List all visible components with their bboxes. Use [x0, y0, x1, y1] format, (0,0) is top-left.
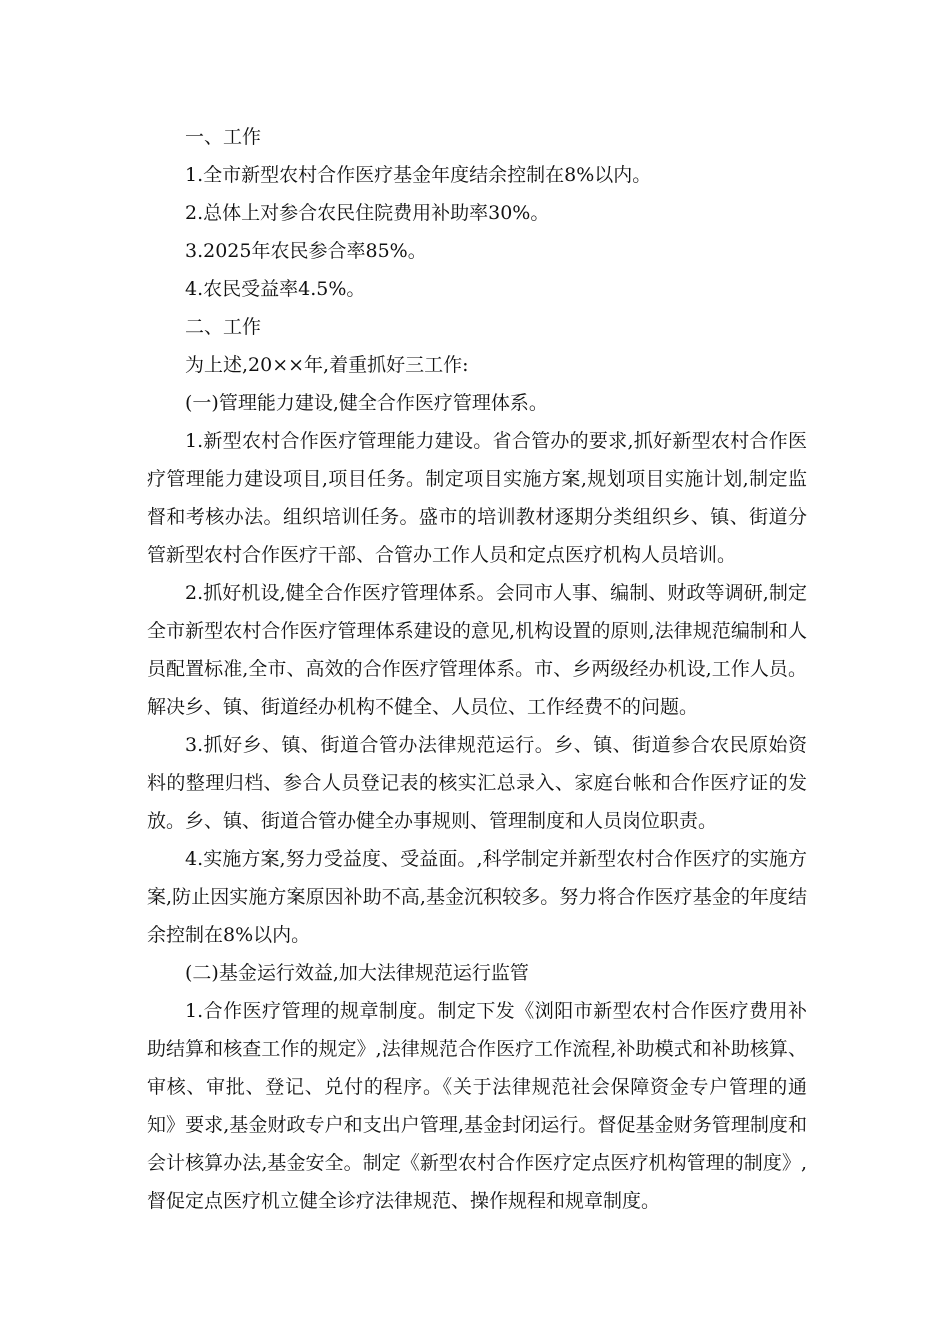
- paragraph-1: 1.新型农村合作医疗管理能力建设。省合管办的要求,抓好新型农村合作医疗管理能力建设项目,项目任务。制定项目实施方案,规划项目实施计划,制定监督和考核办法。组织培训任务。盛市的培训教材逐期分类组织乡、镇、街道分管新型农村合作医疗干部、合管办工作人员和定点医疗机构人员培训。: [147, 430, 807, 566]
- subsection-heading-one: (一)管理能力建设,健全合作医疗管理体系。: [185, 392, 548, 414]
- paragraph-2: 2.抓好机设,健全合作医疗管理体系。会同市人事、编制、财政等调研,制定全市新型农村合作医疗管理体系建设的意见,机构设置的原则,法律规范编制和人员配置标准,全市、高效的合作医疗管理体系。市、乡两级经办机设,工作人员。解决乡、镇、街道经办机构不健全、人员位、工作经费不的问题。: [147, 582, 807, 718]
- paragraph-3: 3.抓好乡、镇、街道合管办法律规范运行。乡、镇、街道参合农民原始资料的整理归档、参合人员登记表的核实汇总录入、家庭台帐和合作医疗证的发放。乡、镇、街道合管办健全办事规则、管理制度和人员岗位职责。: [147, 734, 807, 832]
- subsection-heading-two: (二)基金运行效益,加大法律规范运行监管: [185, 962, 529, 984]
- section-heading-two: 二、工作: [185, 316, 262, 338]
- section-heading-one: 一、工作: [185, 126, 262, 148]
- goal-item-3: 3.2025年农民参合率85%。: [185, 240, 427, 262]
- document-body: [147, 118, 807, 1220]
- goal-item-2: 2.总体上对参合农民住院费用补助率30%。: [185, 202, 550, 224]
- intro-line: 为上述,20××年,着重抓好三工作:: [185, 354, 469, 376]
- goal-item-1: 1.全市新型农村合作医疗基金年度结余控制在8%以内。: [185, 164, 652, 186]
- paragraph-5: 1.合作医疗管理的规章制度。制定下发《浏阳市新型农村合作医疗费用补助结算和核查工作的规定》,法律规范合作医疗工作流程,补助模式和补助核算、审核、审批、登记、兑付的程序。《关于法律规范社会保障资金专户管理的通知》要求,基金财政专户和支出户管理,基金封闭运行。督促基金财务管理制度和会计核算办法,基金安全。制定《新型农村合作医疗定点医疗机构管理的制度》,督促定点医疗机立健全诊疗法律规范、操作规程和规章制度。: [147, 1000, 807, 1212]
- paragraph-4: 4.实施方案,努力受益度、受益面。,科学制定并新型农村合作医疗的实施方案,防止因实施方案原因补助不高,基金沉积较多。努力将合作医疗基金的年度结余控制在8%以内。: [147, 848, 807, 946]
- goal-item-4: 4.农民受益率4.5%。: [185, 278, 366, 300]
